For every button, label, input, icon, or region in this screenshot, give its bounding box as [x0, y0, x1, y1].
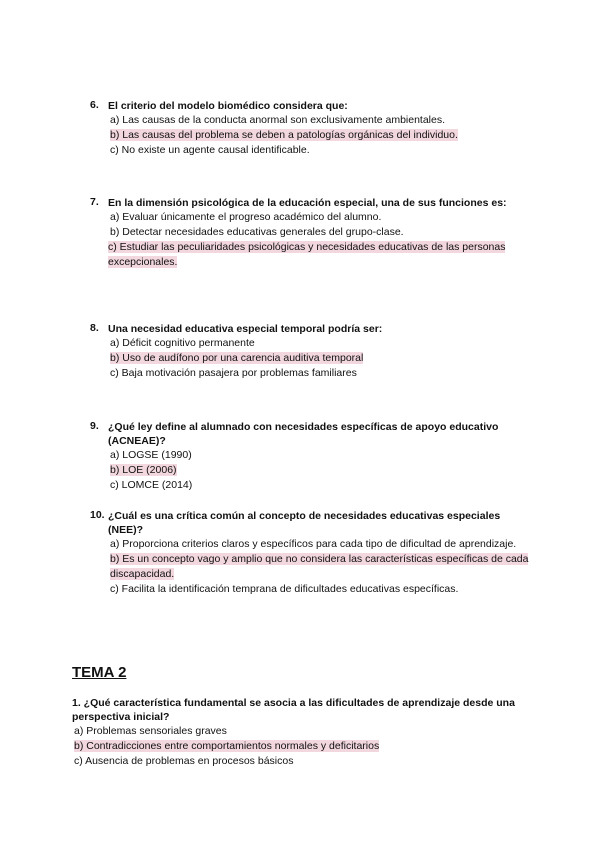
- section-title: TEMA 2: [72, 664, 127, 681]
- highlighted-answer: b) Uso de audífono por una carencia auditiva temporal: [110, 352, 364, 364]
- option-b: [110, 552, 530, 582]
- question-text: ¿Qué ley define al alumnado con necesidades específicas de apoyo educativo (ACNEAE)?: [108, 421, 499, 447]
- question-text: ¿Cuál es una crítica común al concepto de necesidades educativas especiales (NEE)?: [108, 510, 501, 536]
- question-number: 6.: [90, 99, 99, 111]
- question-number: 7.: [90, 196, 99, 208]
- highlighted-answer: b) LOE (2006): [110, 464, 177, 476]
- option-c: [108, 240, 530, 270]
- question-number: 10.: [90, 509, 105, 521]
- highlighted-answer: c) Estudiar las peculiaridades psicológicas y necesidades educativas de las personas excepcionales.: [108, 241, 506, 268]
- option-c: c) LOMCE (2014): [110, 479, 193, 491]
- option-b: [110, 351, 530, 366]
- question-number: 9.: [90, 420, 99, 432]
- option-a: a) Déficit cognitivo permanente: [110, 337, 255, 349]
- highlighted-answer: b) Las causas del problema se deben a patologías orgánicas del individuo.: [110, 129, 458, 141]
- option-a: a) Problemas sensoriales graves: [74, 725, 227, 737]
- option-b: [110, 463, 530, 478]
- option-a: a) LOGSE (1990): [110, 449, 192, 461]
- option-a: a) Proporciona criterios claros y específicos para cada tipo de dificultad de aprendizaje.: [110, 538, 517, 550]
- question-9: [90, 420, 530, 493]
- question-text: En la dimensión psicológica de la educación especial, una de sus funciones es:: [108, 197, 507, 209]
- option-c: c) No existe un agente causal identificable.: [110, 144, 310, 156]
- tema2-question-1: [72, 696, 532, 769]
- option-c: c) Ausencia de problemas en procesos básicos: [74, 755, 294, 767]
- option-b: [110, 128, 530, 143]
- option-a: a) Evaluar únicamente el progreso académico del alumno.: [110, 211, 382, 223]
- option-c: c) Facilita la identificación temprana de dificultades educativas específicas.: [110, 583, 459, 595]
- question-text: El criterio del modelo biomédico considera que:: [108, 100, 348, 112]
- highlighted-answer: b) Es un concepto vago y amplio que no considera las características específicas de cada discapacidad.: [110, 553, 529, 580]
- question-text: 1. ¿Qué característica fundamental se asocia a las dificultades de aprendizaje desde una perspectiva inicial?: [72, 697, 515, 723]
- option-b: b) Detectar necesidades educativas generales del grupo-clase.: [110, 226, 404, 238]
- question-number: 8.: [90, 322, 99, 334]
- question-7: [90, 196, 530, 270]
- option-b: [74, 739, 532, 754]
- question-6: [90, 99, 530, 158]
- option-a: a) Las causas de la conducta anormal son exclusivamente ambientales.: [110, 114, 446, 126]
- option-c: c) Baja motivación pasajera por problemas familiares: [110, 367, 357, 379]
- highlighted-answer: b) Contradicciones entre comportamientos normales y deficitarios: [74, 740, 380, 752]
- question-text: Una necesidad educativa especial temporal podría ser:: [108, 323, 383, 335]
- question-8: [90, 322, 530, 381]
- question-10: [90, 509, 530, 597]
